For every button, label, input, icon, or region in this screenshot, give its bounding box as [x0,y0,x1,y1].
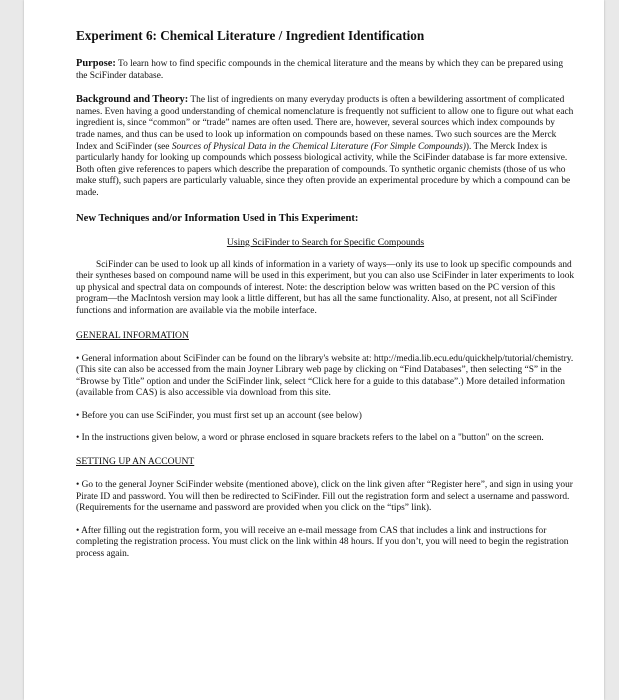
account-bullet: • Go to the general Joyner SciFinder website (mentioned above), click on the link given after “Register here”, and sign in using your Pirate ID and password. You will then be redirected to SciFinder. Fill out the registration form and select a username and password. (Requirements for the username and password are provided when you click on the “tips” link). [76,480,573,514]
background-text-2: ). The Merck Index is particularly handy for looking up compounds which possess biological activity, while the SciFinder database is far more extensive. Both often give references to papers which describe the preparation of compounds. To synthetic organic chemists (those of us who make stuff), such papers are particularly valuable, since they often provide an experimental procedure by which a compound can be made. [76,141,571,198]
background-text-1: The list of ingredients on many everyday products is often a bewildering assortment of complicated names. Even having a good understanding of chemical nomenclature is frequently not sufficient to allow one to figure out what each ingredient is, since “common” or “trade” names are often used. There are, however, several sources which index compounds by trade names, and thus can be used to look up information on compounds based on these names. Two such sources are the Merck Index and SciFinder (see [76,95,574,152]
document-page [24,0,604,700]
purpose-text: To learn how to find specific compounds in the chemical literature and the means by which they can be prepared using the SciFinder database. [76,59,564,81]
purpose-paragraph [76,58,575,82]
document-content [76,28,575,572]
intro-paragraph: SciFinder can be used to look up all kinds of information in a variety of ways—only its use to look up specific compounds and their syntheses based on compound name will be used in this experiment, but you can also use SciFinder in later experiments to look up physical and spectral data on compounds of interest. Note: the description below was written based on the PC version of this program—the MacIntosh version may look a little different, but has all the same functionality. Also, at present, not all SciFinder functions and information are available via the mobile interface. [76,259,575,316]
general-info-bullet: • In the instructions given below, a word or phrase enclosed in square brackets refers to the label on a "button" on the screen. [76,433,544,444]
page-title: Experiment 6: Chemical Literature / Ingredient Identification [76,28,425,43]
general-info-bullet: • Before you can use SciFinder, you must first set up an account (see below) [76,410,362,421]
background-label: Background and Theory: [76,94,189,106]
general-info-heading: GENERAL INFORMATION [76,329,189,341]
scifinder-section-title: Using SciFinder to Search for Specific Compounds [226,236,425,248]
purpose-label: Purpose: [76,58,116,69]
techniques-heading: New Techniques and/or Information Used in This Experiment: [76,212,359,224]
background-italic-title: Sources of Physical Data in the Chemical Literature (For Simple Compounds) [171,141,466,152]
account-bullet: • After filling out the registration form, you will receive an e-mail message from CAS that includes a link and instructions for completing the registration process. You must click on the link within 48 hours. If you don’t, you will need to begin the registration process again. [76,525,569,560]
background-paragraph [76,94,575,199]
general-info-bullet: • General information about SciFinder can be found on the library's website at: http://media.lib.ecu.edu/quickhelp/tutorial/chemistry. (This site can also be accessed from the main Joyner Library web page by clicking on “Find Databases”, then selecting “S” in the “Browse by Title” option and under the SciFinder link, select “Click here for a guide to this database”.) More detailed information (available from CAS) is also accessible via download from this site. [76,353,574,399]
account-heading: SETTING UP AN ACCOUNT [76,456,195,468]
